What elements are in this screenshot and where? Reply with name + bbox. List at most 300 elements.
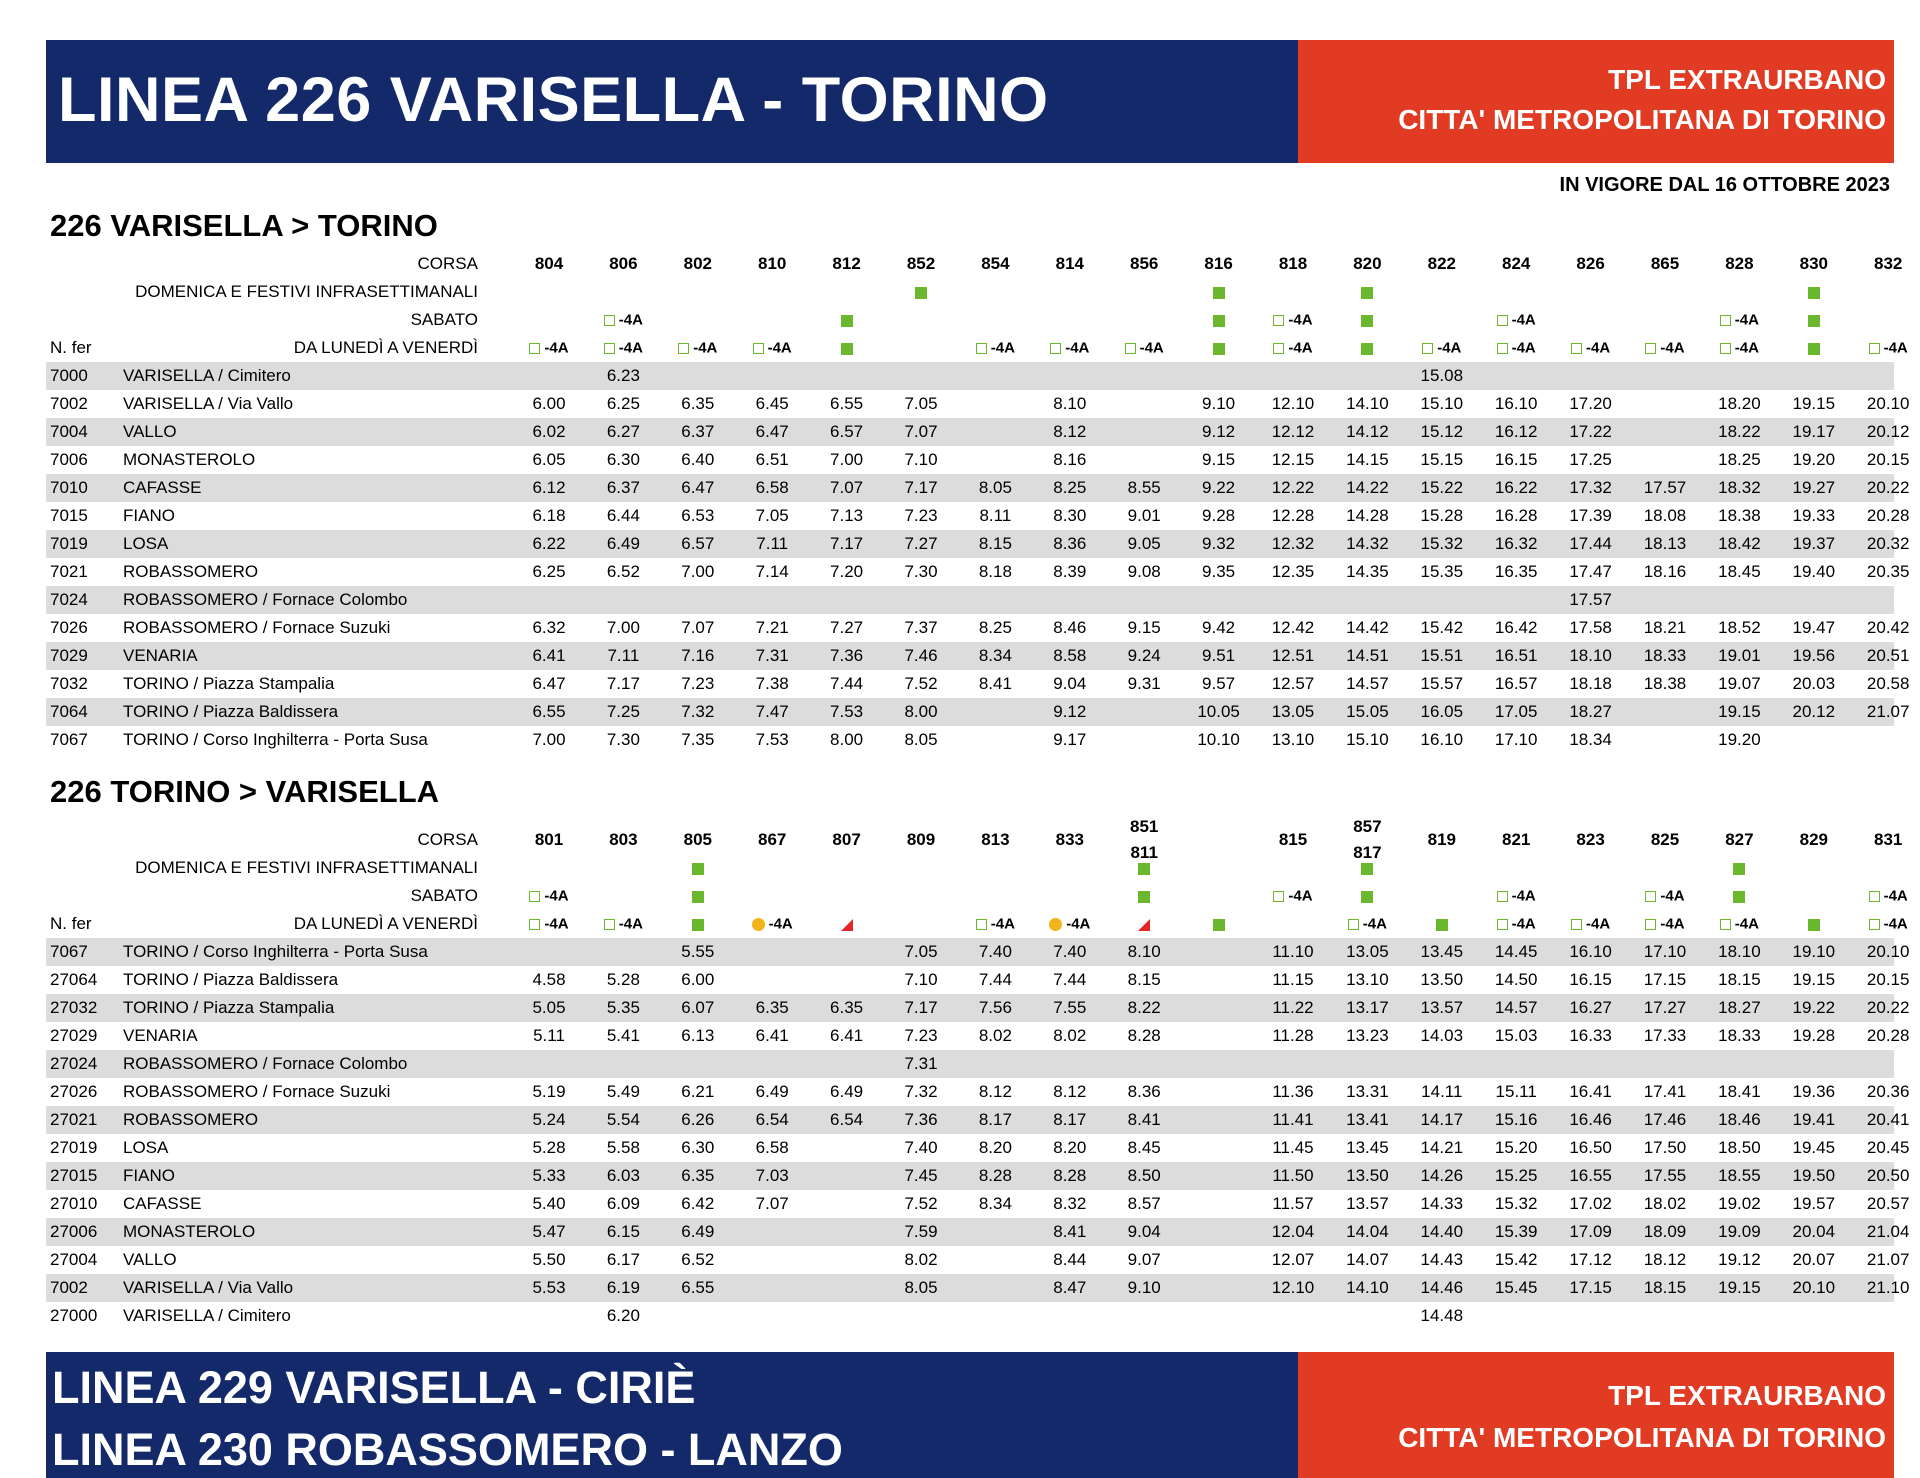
stop-number: 7015 — [50, 506, 88, 525]
other-lines-banner — [46, 1352, 1298, 1478]
service-marker — [1256, 306, 1330, 334]
service-marker — [1554, 334, 1628, 362]
stop-name: TORINO / Piazza Stampalia — [123, 998, 335, 1017]
stop-name: FIANO — [123, 1166, 175, 1185]
departure-time: 10.05 — [1197, 702, 1240, 721]
departure-time: 6.32 — [532, 618, 566, 637]
departure-time: 6.52 — [681, 1250, 715, 1269]
green-square-icon — [1213, 919, 1225, 931]
service-marker — [1479, 306, 1553, 334]
departure-time: 6.41 — [830, 1026, 864, 1045]
departure-time: 9.07 — [1127, 1250, 1161, 1269]
service-marker — [810, 278, 884, 306]
departure-time: 14.03 — [1420, 1026, 1464, 1045]
service-note-text: -4A — [1066, 915, 1091, 933]
departure-time: 8.16 — [1053, 450, 1087, 469]
departure-time: 9.01 — [1127, 506, 1161, 525]
departure-time: 12.12 — [1271, 422, 1315, 441]
stop-name: VALLO — [123, 1250, 177, 1269]
operator-line-1: TPL EXTRAURBANO — [1608, 64, 1886, 95]
departure-time: 6.05 — [532, 450, 566, 469]
row-label: CORSA — [417, 830, 478, 849]
stop-row — [46, 446, 1910, 474]
departure-time: 19.09 — [1718, 1222, 1761, 1241]
departure-time: 11.50 — [1272, 1166, 1314, 1185]
service-marker — [1851, 882, 1920, 910]
departure-time: 8.15 — [978, 534, 1012, 553]
departure-time: 7.17 — [904, 998, 938, 1017]
stop-row — [46, 1302, 1894, 1330]
departure-time: 20.50 — [1866, 1166, 1910, 1185]
stop-row — [46, 502, 1910, 530]
departure-time: 7.44 — [830, 674, 864, 693]
service-marker — [1330, 278, 1404, 306]
departure-time: 10.10 — [1197, 730, 1240, 749]
departure-time: 6.55 — [532, 702, 566, 721]
service-marker — [1107, 306, 1181, 334]
departure-time: 5.58 — [606, 1138, 640, 1157]
departure-time: 7.31 — [755, 646, 789, 665]
service-marker — [1777, 306, 1851, 334]
departure-time: 6.21 — [681, 1082, 715, 1101]
stop-number: 7004 — [50, 422, 88, 441]
departure-time: 14.32 — [1346, 534, 1389, 553]
trip-number: 854 — [981, 254, 1010, 273]
departure-time: 7.00 — [532, 730, 566, 749]
departure-time: 18.46 — [1718, 1110, 1761, 1129]
departure-time: 14.11 — [1421, 1082, 1463, 1101]
departure-time: 8.02 — [978, 1026, 1012, 1045]
departure-time: 7.55 — [1053, 998, 1087, 1017]
stop-number: 7010 — [50, 478, 88, 497]
departure-time: 16.41 — [1569, 1082, 1612, 1101]
departure-time: 8.05 — [904, 1278, 938, 1297]
departure-time: 8.47 — [1053, 1278, 1087, 1297]
departure-time: 9.12 — [1202, 422, 1236, 441]
departure-time: 8.50 — [1127, 1166, 1161, 1185]
green-square-icon — [692, 919, 704, 931]
stop-number: 7067 — [50, 730, 88, 749]
departure-time: 7.05 — [755, 506, 789, 525]
departure-time: 6.35 — [681, 1166, 715, 1185]
departure-time: 18.09 — [1643, 1222, 1687, 1241]
service-note-text: -4A — [1511, 311, 1536, 329]
departure-time: 20.10 — [1866, 394, 1910, 413]
departure-time: 5.11 — [533, 1026, 565, 1045]
stop-name: FIANO — [123, 506, 175, 525]
departure-time: 6.47 — [681, 478, 715, 497]
departure-time: 6.55 — [681, 1278, 715, 1297]
outline-square-icon — [1273, 343, 1284, 354]
outline-square-icon — [1645, 343, 1656, 354]
outline-square-icon — [1720, 343, 1731, 354]
departure-time: 4.58 — [532, 970, 566, 989]
departure-time: 18.13 — [1643, 534, 1687, 553]
service-marker — [884, 910, 958, 938]
page-footer — [46, 1352, 1894, 1478]
departure-time: 15.16 — [1494, 1110, 1538, 1129]
departure-time: 18.16 — [1643, 562, 1687, 581]
departure-time: 8.41 — [1127, 1110, 1161, 1129]
service-note-text: -4A — [1288, 339, 1313, 357]
departure-time: 15.51 — [1420, 646, 1464, 665]
departure-time: 18.38 — [1643, 674, 1687, 693]
departure-time: 6.45 — [755, 394, 789, 413]
stop-row — [46, 1246, 1910, 1274]
service-marker — [1479, 854, 1553, 882]
departure-time: 6.00 — [681, 970, 715, 989]
departure-time: 9.24 — [1127, 646, 1161, 665]
service-marker — [1405, 882, 1479, 910]
departure-time: 12.22 — [1271, 478, 1315, 497]
stop-row — [46, 1078, 1910, 1106]
departure-time: 19.17 — [1792, 422, 1836, 441]
departure-time: 6.41 — [755, 1026, 789, 1045]
departure-time: 8.39 — [1053, 562, 1087, 581]
departure-time: 18.27 — [1569, 702, 1612, 721]
service-note-text: -4A — [1511, 887, 1536, 905]
service-marker — [1851, 910, 1920, 938]
departure-time: 14.33 — [1420, 1194, 1464, 1213]
trip-number: 827 — [1725, 830, 1754, 849]
service-marker — [735, 910, 809, 938]
departure-time: 15.11 — [1495, 1082, 1537, 1101]
departure-time: 6.44 — [606, 506, 640, 525]
departure-time: 15.12 — [1420, 422, 1464, 441]
departure-time: 6.40 — [681, 450, 715, 469]
departure-time: 13.41 — [1346, 1110, 1389, 1129]
departure-time: 7.32 — [904, 1082, 938, 1101]
departure-time: 8.34 — [978, 646, 1012, 665]
outline-square-icon — [1645, 919, 1656, 930]
service-marker — [958, 854, 1032, 882]
service-marker — [1554, 910, 1628, 938]
stop-name: VARISELLA / Cimitero — [123, 366, 291, 385]
service-marker — [1256, 334, 1330, 362]
departure-time: 6.47 — [532, 674, 566, 693]
departure-time: 13.10 — [1346, 970, 1389, 989]
trip-number: 830 — [1799, 254, 1828, 273]
row-label: SABATO — [410, 886, 478, 905]
departure-time: 17.15 — [1643, 970, 1687, 989]
departure-time: 7.30 — [904, 562, 938, 581]
departure-time: 7.53 — [830, 702, 864, 721]
trip-number: 865 — [1650, 254, 1680, 273]
service-marker — [884, 278, 958, 306]
outline-square-icon — [529, 343, 540, 354]
nfer-header: N. fer — [50, 338, 92, 357]
timetable-outbound — [46, 250, 1910, 754]
departure-time: 6.51 — [755, 450, 789, 469]
service-marker — [586, 306, 660, 334]
stop-number: 7002 — [50, 1278, 88, 1297]
departure-time: 16.15 — [1494, 450, 1538, 469]
stop-number: 7026 — [50, 618, 88, 637]
service-marker — [661, 910, 735, 938]
departure-time: 18.42 — [1718, 534, 1761, 553]
departure-time: 16.33 — [1569, 1026, 1612, 1045]
departure-time: 13.57 — [1346, 1194, 1389, 1213]
departure-time: 12.57 — [1271, 674, 1315, 693]
service-marker — [1554, 854, 1628, 882]
departure-time: 12.10 — [1271, 1278, 1315, 1297]
stop-row — [46, 1274, 1910, 1302]
trip-number: 803 — [609, 830, 638, 849]
departure-time: 8.00 — [830, 730, 864, 749]
departure-time: 6.03 — [606, 1166, 640, 1185]
departure-time: 16.27 — [1569, 998, 1612, 1017]
departure-time: 7.36 — [904, 1110, 938, 1129]
departure-time: 12.42 — [1271, 618, 1315, 637]
departure-time: 15.57 — [1420, 674, 1464, 693]
departure-time: 9.15 — [1127, 618, 1161, 637]
service-marker — [1702, 278, 1776, 306]
service-note-text: -4A — [1734, 311, 1759, 329]
outline-square-icon — [529, 919, 540, 930]
service-note-text: -4A — [1437, 339, 1462, 357]
departure-time: 21.07 — [1866, 702, 1910, 721]
service-note-text: -4A — [1288, 311, 1313, 329]
departure-time: 18.32 — [1718, 478, 1761, 497]
departure-time: 6.55 — [830, 394, 864, 413]
departure-time: 17.33 — [1643, 1026, 1687, 1045]
departure-time: 17.58 — [1569, 618, 1612, 637]
stop-name: ROBASSOMERO — [123, 1110, 259, 1129]
yellow-dot-icon — [1049, 918, 1062, 931]
departure-time: 19.10 — [1792, 942, 1836, 961]
departure-time: 6.17 — [606, 1250, 640, 1269]
departure-time: 17.20 — [1569, 394, 1612, 413]
trip-number: 832 — [1874, 254, 1903, 273]
departure-time: 18.20 — [1718, 394, 1761, 413]
trip-number: 805 — [683, 830, 712, 849]
departure-time: 6.18 — [532, 506, 566, 525]
sunday-row — [46, 278, 1894, 306]
departure-time: 9.35 — [1202, 562, 1236, 581]
outline-square-icon — [1571, 919, 1582, 930]
departure-time: 13.10 — [1271, 730, 1315, 749]
stop-name: VENARIA — [123, 1026, 198, 1045]
departure-time: 11.28 — [1272, 1026, 1314, 1045]
departure-time: 7.45 — [904, 1166, 938, 1185]
service-marker — [1628, 306, 1702, 334]
departure-time: 7.52 — [904, 1194, 938, 1213]
departure-time: 17.39 — [1569, 506, 1612, 525]
departure-time: 17.22 — [1569, 422, 1612, 441]
service-marker — [735, 882, 809, 910]
departure-time: 9.08 — [1127, 562, 1161, 581]
departure-time: 7.40 — [1053, 942, 1087, 961]
green-square-icon — [1733, 891, 1745, 903]
departure-time: 7.44 — [1053, 970, 1087, 989]
trip-number: 807 — [832, 830, 861, 849]
stop-number: 27032 — [50, 998, 98, 1017]
departure-time: 6.49 — [755, 1082, 789, 1101]
departure-time: 16.10 — [1494, 394, 1538, 413]
departure-time: 13.50 — [1420, 970, 1464, 989]
row-label: CORSA — [417, 254, 478, 273]
departure-time: 14.43 — [1420, 1250, 1464, 1269]
row-label: DOMENICA E FESTIVI INFRASETTIMANALI — [135, 282, 478, 301]
operator-banner — [1298, 40, 1894, 163]
green-square-icon — [692, 863, 704, 875]
departure-time: 19.07 — [1718, 674, 1761, 693]
departure-time: 19.22 — [1792, 998, 1836, 1017]
service-marker — [1182, 854, 1256, 882]
departure-time: 8.36 — [1127, 1082, 1161, 1101]
departure-time: 18.15 — [1643, 1278, 1687, 1297]
departure-time: 6.07 — [681, 998, 715, 1017]
departure-time: 15.22 — [1420, 478, 1464, 497]
green-square-icon — [1808, 287, 1820, 299]
stop-row — [46, 586, 1894, 614]
service-marker — [735, 306, 809, 334]
departure-time: 20.07 — [1792, 1250, 1836, 1269]
service-marker — [1554, 278, 1628, 306]
service-marker — [1033, 882, 1107, 910]
departure-time: 20.10 — [1792, 1278, 1836, 1297]
green-square-icon — [1361, 343, 1373, 355]
departure-time: 6.35 — [830, 998, 864, 1017]
departure-time: 16.46 — [1569, 1110, 1612, 1129]
service-marker — [1702, 306, 1776, 334]
departure-time: 16.55 — [1569, 1166, 1612, 1185]
stop-number: 7067 — [50, 942, 88, 961]
trip-number — [1182, 826, 1256, 854]
outline-square-icon — [604, 919, 615, 930]
stop-name: CAFASSE — [123, 478, 202, 497]
departure-time: 16.05 — [1420, 702, 1464, 721]
departure-time: 9.15 — [1202, 450, 1236, 469]
service-marker — [1107, 334, 1181, 362]
departure-time: 20.22 — [1866, 478, 1910, 497]
departure-time: 6.41 — [532, 646, 566, 665]
outline-square-icon — [1571, 343, 1582, 354]
service-marker — [1182, 334, 1256, 362]
outline-square-icon — [1348, 919, 1359, 930]
departure-time: 8.28 — [1053, 1166, 1087, 1185]
departure-time: 5.35 — [606, 998, 640, 1017]
stop-number: 27026 — [50, 1082, 98, 1101]
service-marker — [661, 278, 735, 306]
departure-time: 18.38 — [1718, 506, 1761, 525]
service-marker — [1330, 854, 1404, 882]
departure-time: 14.48 — [1420, 1306, 1464, 1325]
departure-time: 19.57 — [1792, 1194, 1836, 1213]
stop-number: 27004 — [50, 1250, 98, 1269]
departure-time: 18.02 — [1643, 1194, 1687, 1213]
departure-time: 8.28 — [978, 1166, 1012, 1185]
page-header — [46, 40, 1894, 163]
service-marker — [512, 306, 586, 334]
departure-time: 9.22 — [1202, 478, 1236, 497]
departure-time: 21.04 — [1866, 1222, 1910, 1241]
service-marker — [1777, 278, 1851, 306]
saturday-row — [46, 306, 1894, 334]
stop-number: 27064 — [50, 970, 98, 989]
departure-time: 8.10 — [1127, 942, 1161, 961]
trip-number: 822 — [1427, 254, 1456, 273]
departure-time: 6.30 — [606, 450, 640, 469]
departure-time: 9.42 — [1202, 618, 1236, 637]
stop-name: TORINO / Piazza Baldissera — [123, 970, 339, 989]
departure-time: 20.41 — [1866, 1110, 1910, 1129]
departure-time: 12.10 — [1271, 394, 1315, 413]
departure-time: 7.44 — [978, 970, 1012, 989]
service-marker — [1182, 306, 1256, 334]
departure-time: 20.10 — [1866, 942, 1910, 961]
departure-time: 15.32 — [1420, 534, 1464, 553]
departure-time: 17.25 — [1569, 450, 1612, 469]
departure-time: 9.10 — [1202, 394, 1236, 413]
service-marker — [1777, 334, 1851, 362]
stop-name: TORINO / Corso Inghilterra - Porta Susa — [123, 730, 428, 749]
service-marker — [1405, 910, 1479, 938]
departure-time: 7.37 — [904, 618, 938, 637]
departure-time: 5.24 — [532, 1110, 566, 1129]
departure-time: 18.33 — [1643, 646, 1687, 665]
departure-time: 20.32 — [1866, 534, 1910, 553]
service-marker — [586, 910, 660, 938]
green-square-icon — [692, 891, 704, 903]
stop-row — [46, 1190, 1910, 1218]
departure-time: 19.20 — [1792, 450, 1836, 469]
service-marker — [586, 854, 660, 882]
green-square-icon — [1733, 863, 1745, 875]
departure-time: 6.52 — [606, 562, 640, 581]
departure-time: 8.17 — [978, 1110, 1012, 1129]
service-marker — [1182, 910, 1256, 938]
stop-name: ROBASSOMERO / Fornace Colombo — [123, 590, 408, 609]
departure-time: 6.37 — [606, 478, 640, 497]
service-marker — [1405, 334, 1479, 362]
departure-time: 8.05 — [904, 730, 938, 749]
other-line-229: LINEA 229 VARISELLA - CIRIÈ — [52, 1362, 696, 1413]
departure-time: 14.26 — [1420, 1166, 1464, 1185]
service-marker — [1107, 882, 1181, 910]
departure-time: 6.25 — [606, 394, 640, 413]
departure-time: 19.15 — [1792, 970, 1836, 989]
departure-time: 7.16 — [681, 646, 715, 665]
service-note-text: -4A — [618, 311, 643, 329]
departure-time: 8.55 — [1127, 478, 1161, 497]
departure-time: 20.35 — [1866, 562, 1910, 581]
service-marker — [1405, 854, 1479, 882]
green-square-icon — [915, 287, 927, 299]
departure-time: 19.37 — [1792, 534, 1836, 553]
departure-time: 18.22 — [1718, 422, 1761, 441]
stop-row — [46, 362, 1894, 390]
service-note-text: -4A — [544, 915, 569, 933]
departure-time: 20.12 — [1866, 422, 1910, 441]
departure-time: 17.57 — [1569, 590, 1612, 609]
row-label: DOMENICA E FESTIVI INFRASETTIMANALI — [135, 858, 478, 877]
corsa-row — [46, 250, 1903, 278]
service-marker — [1330, 306, 1404, 334]
departure-time: 18.41 — [1718, 1082, 1761, 1101]
departure-time: 9.51 — [1202, 646, 1236, 665]
departure-time: 14.10 — [1346, 1278, 1389, 1297]
departure-time: 17.09 — [1569, 1222, 1612, 1241]
departure-time: 7.07 — [681, 618, 715, 637]
departure-time: 15.15 — [1420, 450, 1464, 469]
departure-time: 16.42 — [1494, 618, 1538, 637]
departure-time: 20.03 — [1792, 674, 1836, 693]
departure-time: 19.27 — [1792, 478, 1836, 497]
service-marker — [1033, 306, 1107, 334]
departure-time: 6.15 — [606, 1222, 640, 1241]
stop-number: 27024 — [50, 1054, 98, 1073]
